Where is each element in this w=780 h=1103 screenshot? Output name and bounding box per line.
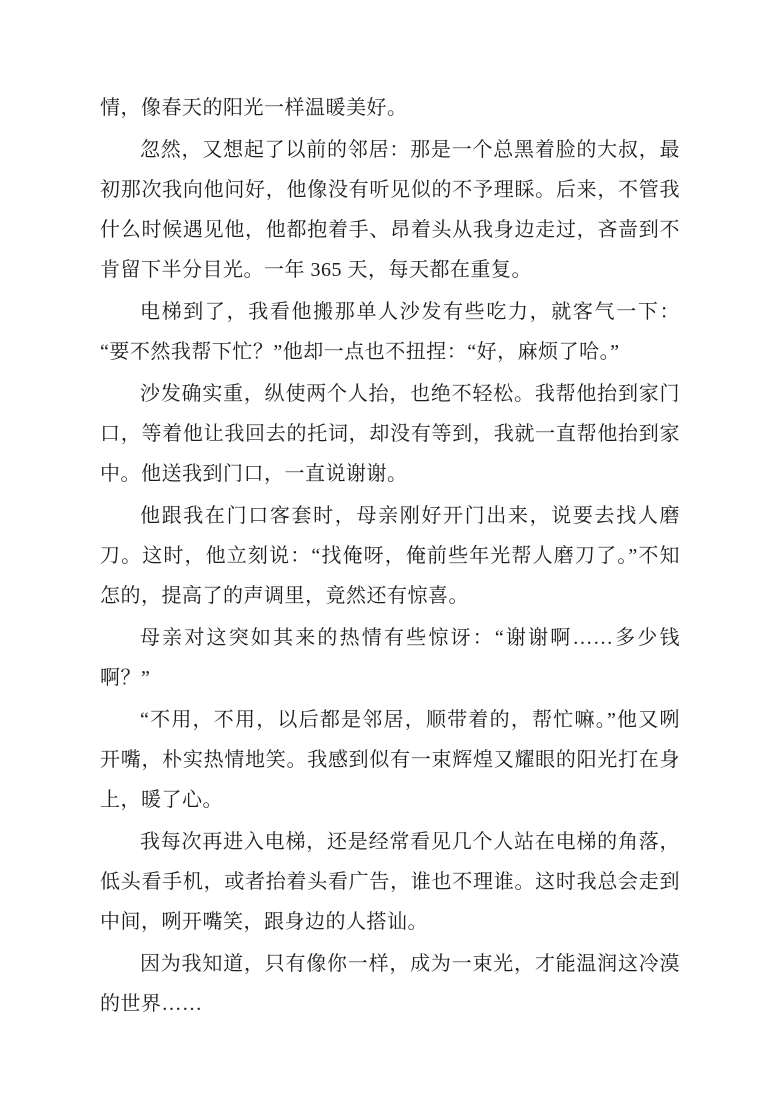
paragraph: 因为我知道，只有像你一样，成为一束光，才能温润这冷漠的世界…… — [100, 953, 680, 1015]
paragraph: 我每次再进入电梯，还是经常看见几个人站在电梯的角落，低头看手机，或者抬着头看广告，谁也不理谁。这时我总会走到中间，咧开嘴笑，跟身边的人搭讪。 — [100, 831, 680, 933]
paragraph: 电梯到了，我看他搬那单人沙发有些吃力，就客气一下：“要不然我帮下忙？”他却一点也不扭捏：“好，麻烦了哈。” — [100, 301, 680, 363]
paragraph: 忽然，又想起了以前的邻居：那是一个总黑着脸的大叔，最初那次我向他问好，他像没有听见似的不予理睬。后来，不管我什么时候遇见他，他都抱着手、昂着头从我身边走过，吝啬到不肯留下半分目光。一年 365 天，每天都在重复。 — [100, 139, 680, 281]
essay-text-block — [100, 88, 680, 1026]
paragraph-continuation: 情，像春天的阳光一样温暖美好。 — [100, 97, 408, 119]
paragraph: 母亲对这突如其来的热情有些惊讶：“谢谢啊……多少钱啊？” — [100, 627, 680, 689]
paragraph: 沙发确实重，纵使两个人抬，也绝不轻松。我帮他抬到家门口，等着他让我回去的托词，却没有等到，我就一直帮他抬到家中。他送我到门口，一直说谢谢。 — [100, 383, 680, 485]
paragraph: 他跟我在门口客套时，母亲刚好开门出来，说要去找人磨刀。这时，他立刻说：“找俺呀，俺前些年光帮人磨刀了。”不知怎的，提高了的声调里，竟然还有惊喜。 — [100, 505, 680, 607]
paragraph: “不用，不用，以后都是邻居，顺带着的，帮忙嘛。”他又咧开嘴，朴实热情地笑。我感到似有一束辉煌又耀眼的阳光打在身上，暖了心。 — [100, 709, 680, 811]
